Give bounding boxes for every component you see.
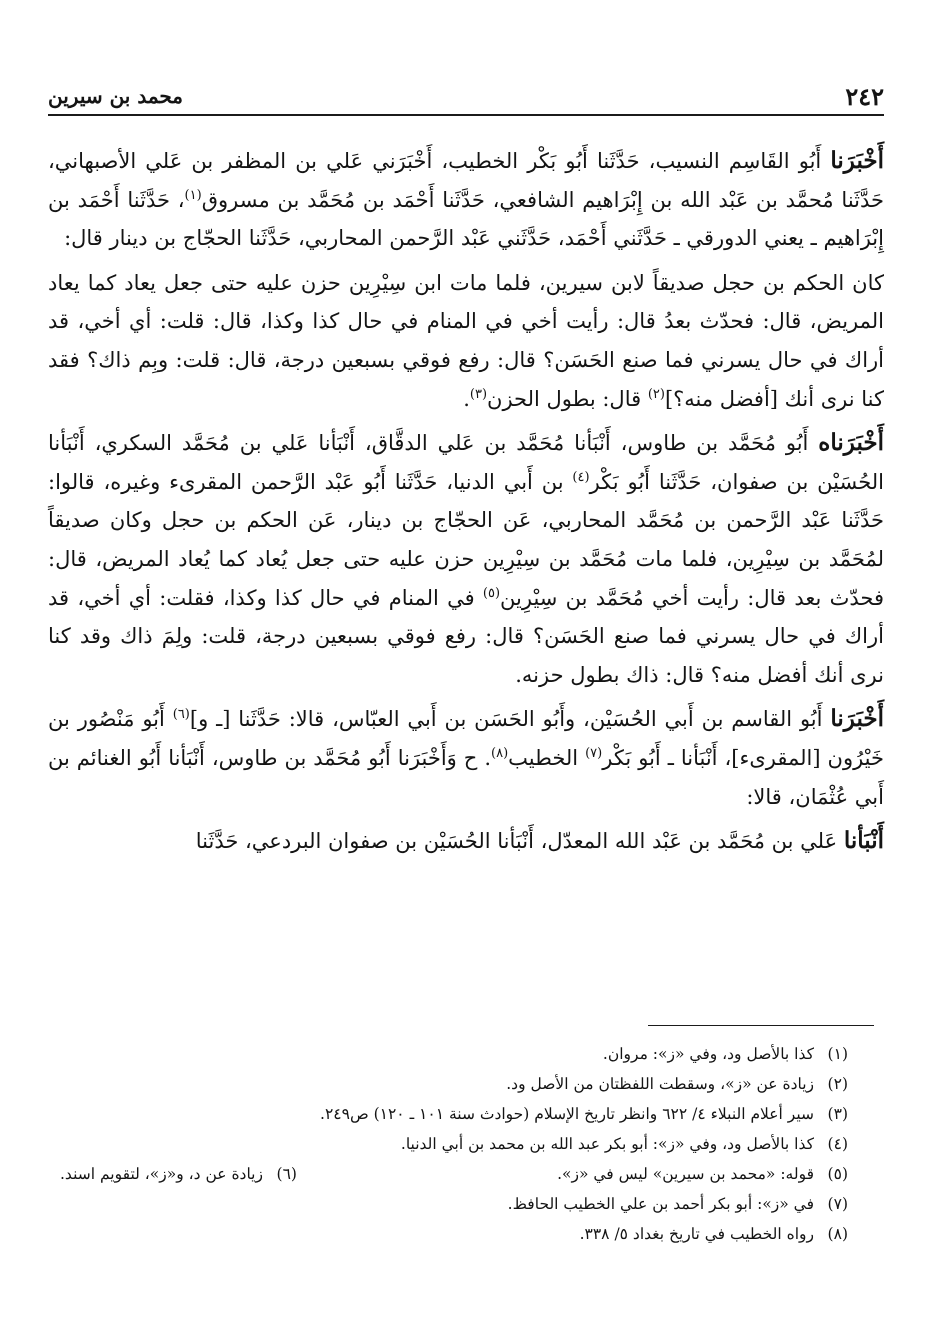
isnad-lead-word: أَخْبَرَنا	[830, 705, 885, 733]
isnad-lead-word: أَنْبَأنا	[843, 827, 884, 855]
body-text	[48, 142, 884, 867]
paragraph-text: أَبُو القاسم بن أَبي الحُسَيْن، وأَبُو الحَسَن بن أَبي العبّاس، قالا: حَدَّثَنا [ـ و]	[189, 707, 831, 732]
paragraph	[48, 264, 884, 418]
paragraph	[48, 424, 884, 694]
paragraph-text: الخطيب	[508, 745, 586, 770]
footnote	[60, 1219, 848, 1249]
footnote-number: (٨)	[827, 1225, 848, 1243]
paragraph	[48, 142, 884, 258]
footnote-text: في «ز»: أبو بكر أحمد بن علي الخطيب الحافظ.	[507, 1195, 814, 1213]
footnote-text: كذا بالأصل ود، وفي «ز»: أبو بكر عبد الله بن محمد بن أبي الدنيا.	[400, 1135, 814, 1153]
footnote-number: (٣)	[827, 1105, 848, 1123]
footnote-secondary	[60, 1159, 297, 1189]
footnote-ref: (١)	[184, 187, 202, 203]
page-header	[48, 80, 884, 116]
paragraph-text: أَبُو القَاسِم النسيب، حَدَّثَنا أَبُو بَكْر الخطيب، أَخْبَرَني عَلي بن المظفر بن عَلي الأصبهاني، حَدَّثَنا مُحمَّد بن عَبْد الله بن إِبْرَاهيم الشافعي، حَدَّثَنا أَحْمَد بن مُحَمَّد بن مسروق	[48, 149, 884, 212]
paragraph-text: .	[463, 386, 470, 411]
footnote	[60, 1129, 848, 1159]
paragraph-text: أَبُو مُحَمَّد بن طاوس، أَنْبَأنا مُحَمَّد بن عَلي الدقَّاق، أَنْبَأنا عَلي بن مُحَمَّد السكري، أَنْبَأنا الحُسَيْن بن صفوان، حَدَّثَنا أَبُو بَكْر	[48, 431, 884, 494]
footnote-number: (٢)	[827, 1075, 848, 1093]
footnote-text: كذا بالأصل ود، وفي «ز»: مروان.	[602, 1045, 814, 1063]
isnad-lead-word: أَخْبَرَنا	[830, 147, 885, 174]
footnote-text: قوله: «محمد بن سيرين» ليس في «ز».	[557, 1165, 814, 1183]
paragraph-text: في المنام في حال كذا وكذا، فقلت: أي أخي، قد أراك في حال يسرني فما صنع الحَسَن؟ قال: رفع فوقي بسبعين درجة، قلت: ولِمَ ذاك وقد كنا نرى أنك أفضل منه؟ قال: ذاك بطول حزنه.	[48, 585, 884, 687]
footnote-number: (١)	[827, 1045, 848, 1063]
running-title: محمد بن سيرين	[48, 84, 184, 108]
paragraph-text: عَلي بن مُحَمَّد بن عَبْد الله المعدّل، أَنْبَأنا الحُسَيْن بن صفوان البردعي، حَدَّثَنا	[195, 829, 844, 854]
footnote	[60, 1189, 848, 1219]
footnote	[60, 1099, 848, 1129]
footnote-number: (٤)	[827, 1135, 848, 1153]
footnote-text: سير أعلام النبلاء ٤/ ٦٢٢ وانظر تاريخ الإسلام (حوادث سنة ١٠١ ـ ١٢٠) ص٢٤٩.	[320, 1105, 814, 1123]
footnote-ref: (٧)	[585, 745, 603, 761]
paragraph-text: بن أَبي الدنيا، حَدَّثَنا أَبُو عَبْد الرَّحمن المقرىء وغيره، قالوا: حَدَّثَنا عَبْد الرَّحمن بن مُحَمَّد المحاربي، عَن الحجّاج بن دينار، عَن الحكم بن حجل وكان صديقاً لمُحَمَّد بن سِيْرِين، فلما مات مُحَمَّد بن سِيْرِين حزن عليه حتى جعل يُعاد كما يُعاد المريض، قال: فحدّث بعد قال: رأيت أخي مُحَمَّد بن سِيْرِين	[48, 469, 884, 610]
footnote-number: (٧)	[827, 1195, 848, 1213]
footnote-ref: (٤)	[572, 469, 590, 485]
paragraph	[48, 700, 884, 816]
footnote-ref: (٨)	[491, 745, 509, 761]
footnote-divider	[648, 1025, 874, 1026]
paragraph-text: كان الحكم بن حجل صديقاً لابن سيرين، فلما مات ابن سِيْرِين حزن عليه حتى جعل يعاد كما يعاد المريض، قال: فحدّث بعدُ قال: رأيت أخي في المنام في حال كذا وكذا، قال: قلت: أي أخي، قد أراك في حال يسرني فما صنع الحَسَن؟ قال: رفع فوقي بسبعين درجة، قال: قلت: وبِم ذاك؟ فقد كنا نرى أنك [أفضل منه؟]	[48, 270, 884, 411]
footnote-ref: (٥)	[482, 585, 501, 601]
footnote-number: (٥)	[827, 1165, 848, 1183]
footnote-number: (٦)	[276, 1165, 297, 1183]
footnote-ref: (٦)	[172, 707, 190, 723]
footnote-ref: (٢)	[647, 386, 665, 402]
footnote	[60, 1069, 848, 1099]
footnote-text: زيادة عن د، و«ز»، لتقويم اسند.	[60, 1165, 263, 1183]
paragraph-text: قال: بطول الحزن	[487, 386, 648, 411]
paragraph-text: أَبُو مَنْصُور بن خَيْرُون [المقرىء]، أَنْبَأنا ـ أَبُو بَكْر	[48, 707, 884, 770]
page-number: ٢٤٢	[845, 82, 884, 111]
paragraph-text: . ح وَأَخْبَرَنا أَبُو مُحَمَّد بن طاوس، أَنْبَأنا أَبُو الغنائم بن أَبي عُثْمَان، قالا:	[48, 745, 884, 809]
footnote-ref: (٣)	[469, 386, 488, 402]
footnote	[60, 1159, 848, 1189]
paragraph-text: ، حَدَّثَنا أَحْمَد بن إِبْرَاهيم ـ يعني الدورقي ـ حَدَّثَني أَحْمَد، حَدَّثَني عَبْد الرَّحمن المحاربي، حَدَّثَنا الحجّاج بن دينار قال:	[48, 187, 884, 251]
footnote	[60, 1039, 848, 1069]
footnote-text: رواه الخطيب في تاريخ بغداد ٥/ ٣٣٨.	[579, 1225, 814, 1243]
footnote-text: زيادة عن «ز»، وسقطت اللفظتان من الأصل ود.	[506, 1075, 814, 1093]
isnad-lead-word: أَخْبَرَناه	[818, 429, 884, 457]
footnotes-list	[60, 1039, 848, 1249]
paragraph	[48, 822, 884, 861]
